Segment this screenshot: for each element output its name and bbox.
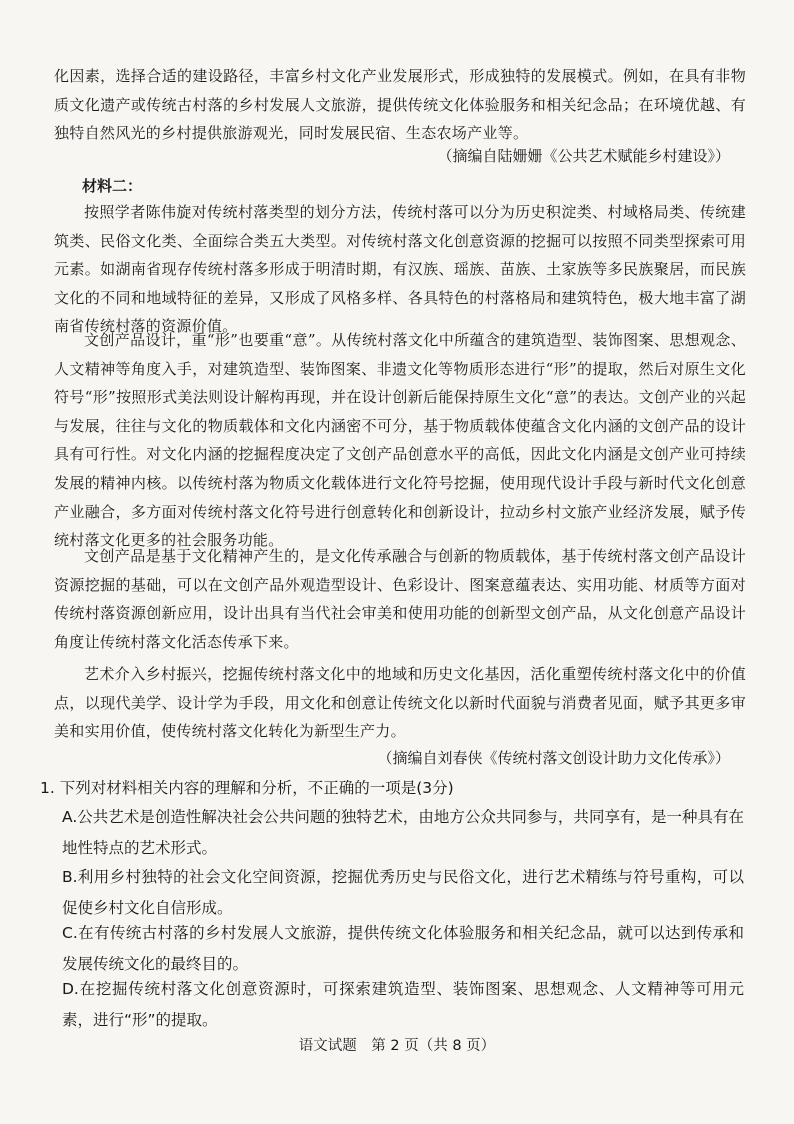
option-a-key: A. bbox=[62, 808, 78, 826]
option-d-key: D. bbox=[62, 980, 79, 998]
material2-source: （摘编自刘春侠《传统村落文创设计助力文化传承》） bbox=[377, 749, 730, 767]
material1-source: （摘编自陆姗姗《公共艺术赋能乡村建设》） bbox=[437, 147, 730, 165]
question-1-option-b bbox=[62, 862, 744, 923]
material2-paragraph-3: 文创产品是基于文化精神产生的，是文化传承融合与创新的物质载体，基于传统村落文创产品设计资源挖掘的基础，可以在文创产品外观造型设计、色彩设计、图案意蕴表达、实用功能、材质等方面对传统村落资源创新应用，设计出具有当代社会审美和使用功能的创新型文创产品，从文化创意产品设计角度让传统村落文化活态传承下来。 bbox=[54, 547, 746, 651]
option-d-text: 在挖掘传统村落文化创意资源时，可探索建筑造型、装饰图案、思想观念、人文精神等可用元素，进行“形”的提取。 bbox=[62, 980, 744, 1029]
material2-title: 材料二： bbox=[82, 177, 143, 195]
page-footer: 语文试题 第 2 页（共 8 页） bbox=[298, 1038, 496, 1054]
material2-paragraph-2: 文创产品设计，重“形”也要重“意”。从传统村落文化中所蕴含的建筑造型、装饰图案、思想观念、人文精神等角度入手，对建筑造型、装饰图案、非遗文化等物质形态进行“形”的提取，然后对原生文化符号“形”按照形式美法则设计解构再现，并在设计创新后能保持原生文化“意”的表达。文创产业的兴起与发展，往往与文化的物质载体和文化内涵密不可分，基于物质载体使蕴含文化内涵的文创产品的设计具有可行性。对文化内涵的挖掘程度决定了文创产品创意水平的高低，因此文化内涵是文创产业可持续发展的精神内核。以传统村落为物质文化载体进行文化符号挖掘，使用现代设计手段与新时代文化创意产业融合，多方面对传统村落文化符号进行创意转化和创新设计，拉动乡村文旅产业经济发展，赋予传统村落文化更多的社会服务功能。 bbox=[54, 331, 746, 550]
question-1-option-c bbox=[62, 918, 744, 979]
option-a-text: 公共艺术是创造性解决社会公共问题的独特艺术，由地方公众共同参与，共同享有，是一种具有在地性特点的艺术形式。 bbox=[62, 808, 744, 857]
material2-paragraph-4: 艺术介入乡村振兴，挖掘传统村落文化中的地域和历史文化基因，活化重塑传统村落文化中的价值点，以现代美学、设计学为手段，用文化和创意让传统文化以新时代面貌与消费者见面，赋予其更多审美和实用价值，使传统村落文化转化为新型生产力。 bbox=[54, 665, 746, 741]
question-1-option-a bbox=[62, 802, 744, 863]
question-1-stem: 1. 下列对材料相关内容的理解和分析，不正确的一项是(3分) bbox=[40, 779, 454, 797]
question-1-option-d bbox=[62, 974, 744, 1035]
option-c-key: C. bbox=[62, 924, 78, 942]
material1-tail-paragraph: 化因素，选择合适的建设路径，丰富乡村文化产业发展形式，形成独特的发展模式。例如，在具有非物质文化遗产或传统古村落的乡村发展人文旅游，提供传统文化体验服务和相关纪念品；在环境优越、有独特自然风光的乡村提供旅游观光，同时发展民宿、生态农场产业等。 bbox=[54, 67, 746, 143]
option-c-text: 在有传统古村落的乡村发展人文旅游，提供传统文化体验服务和相关纪念品，就可以达到传承和发展传统文化的最终目的。 bbox=[62, 924, 744, 973]
material2-paragraph-1: 按照学者陈伟旋对传统村落类型的划分方法，传统村落可以分为历史积淀类、村域格局类、传统建筑类、民俗文化类、全面综合类五大类型。对传统村落文化创意资源的挖掘可以按照不同类型探索可用元素。如湖南省现存传统村落多形成于明清时期，有汉族、瑶族、苗族、土家族等多民族聚居，而民族文化的不同和地域特征的差异，又形成了风格多样、各具特色的村落格局和建筑特色，极大地丰富了湖南省传统村落的资源价值。 bbox=[54, 203, 746, 336]
option-b-text: 利用乡村独特的社会文化空间资源，挖掘优秀历史与民俗文化，进行艺术精练与符号重构，可以促使乡村文化自信形成。 bbox=[62, 868, 744, 917]
option-b-key: B. bbox=[62, 868, 78, 886]
